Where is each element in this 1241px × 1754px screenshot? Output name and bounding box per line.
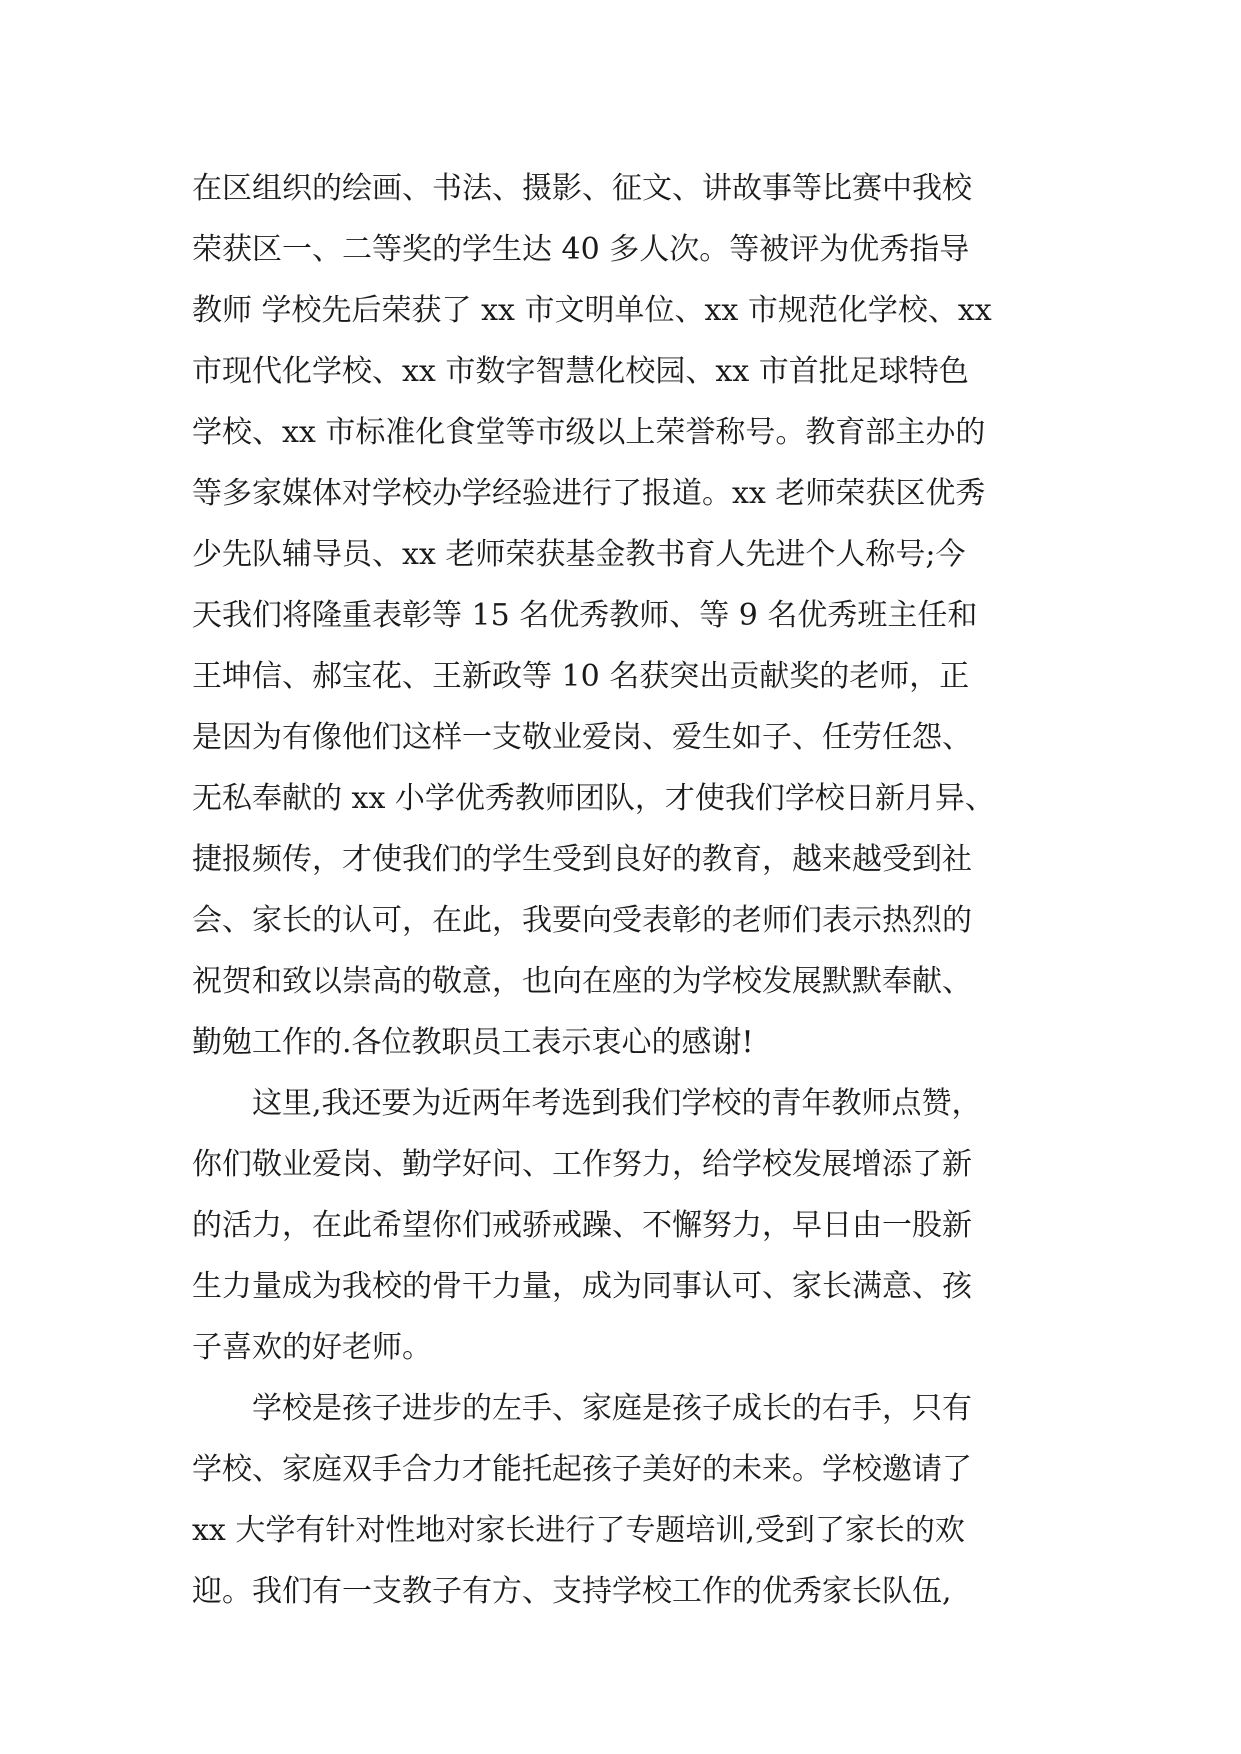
text-line: 勤勉工作的.各位教职员工表示衷心的感谢! [192, 1025, 754, 1060]
text-line: 等多家媒体对学校办学经验进行了报道。xx 老师荣获区优秀 [192, 476, 986, 511]
text-line: 子喜欢的好老师。 [192, 1330, 432, 1365]
text-line: 市现代化学校、xx 市数字智慧化校园、xx 市首批足球特色 [192, 354, 969, 389]
text-line: 生力量成为我校的骨干力量，成为同事认可、家长满意、孩 [192, 1269, 972, 1304]
text-line: 天我们将隆重表彰等 15 名优秀教师、等 9 名优秀班主任和 [192, 598, 978, 633]
text-line: xx 大学有针对性地对家长进行了专题培训,受到了家长的欢 [192, 1513, 965, 1548]
text-line: 你们敬业爱岗、勤学好问、工作努力，给学校发展增添了新 [192, 1147, 972, 1182]
text-line: 是因为有像他们这样一支敬业爱岗、爱生如子、任劳任怨、 [192, 720, 972, 755]
text-line: 在区组织的绘画、书法、摄影、征文、讲故事等比赛中我校 [192, 171, 972, 206]
text-line: 祝贺和致以崇高的敬意，也向在座的为学校发展默默奉献、 [192, 964, 972, 999]
paragraph-start-line: 这里,我还要为近两年考选到我们学校的青年教师点赞， [192, 1086, 982, 1121]
text-line: 迎。我们有一支教子有方、支持学校工作的优秀家长队伍, [192, 1574, 952, 1609]
paragraph-start-line: 学校是孩子进步的左手、家庭是孩子成长的右手，只有 [192, 1391, 972, 1426]
text-line: 的活力，在此希望你们戒骄戒躁、不懈努力，早日由一股新 [192, 1208, 972, 1243]
text-line: 荣获区一、二等奖的学生达 40 多人次。等被评为优秀指导 [192, 232, 970, 267]
text-line: 王坤信、郝宝花、王新政等 10 名获突出贡献奖的老师，正 [192, 659, 970, 694]
text-line: 学校、xx 市标准化食堂等市级以上荣誉称号。教育部主办的 [192, 415, 986, 450]
text-line: 教师 学校先后荣获了 xx 市文明单位、xx 市规范化学校、xx [192, 293, 992, 328]
text-line: 捷报频传，才使我们的学生受到良好的教育，越来越受到社 [192, 842, 972, 877]
text-line: 学校、家庭双手合力才能托起孩子美好的未来。学校邀请了 [192, 1452, 972, 1487]
text-line: 会、家长的认可，在此，我要向受表彰的老师们表示热烈的 [192, 903, 972, 938]
text-line: 无私奉献的 xx 小学优秀教师团队，才使我们学校日新月异、 [192, 781, 995, 816]
body-text [192, 158, 1072, 1622]
text-line: 少先队辅导员、xx 老师荣获基金教书育人先进个人称号;今 [192, 537, 966, 572]
